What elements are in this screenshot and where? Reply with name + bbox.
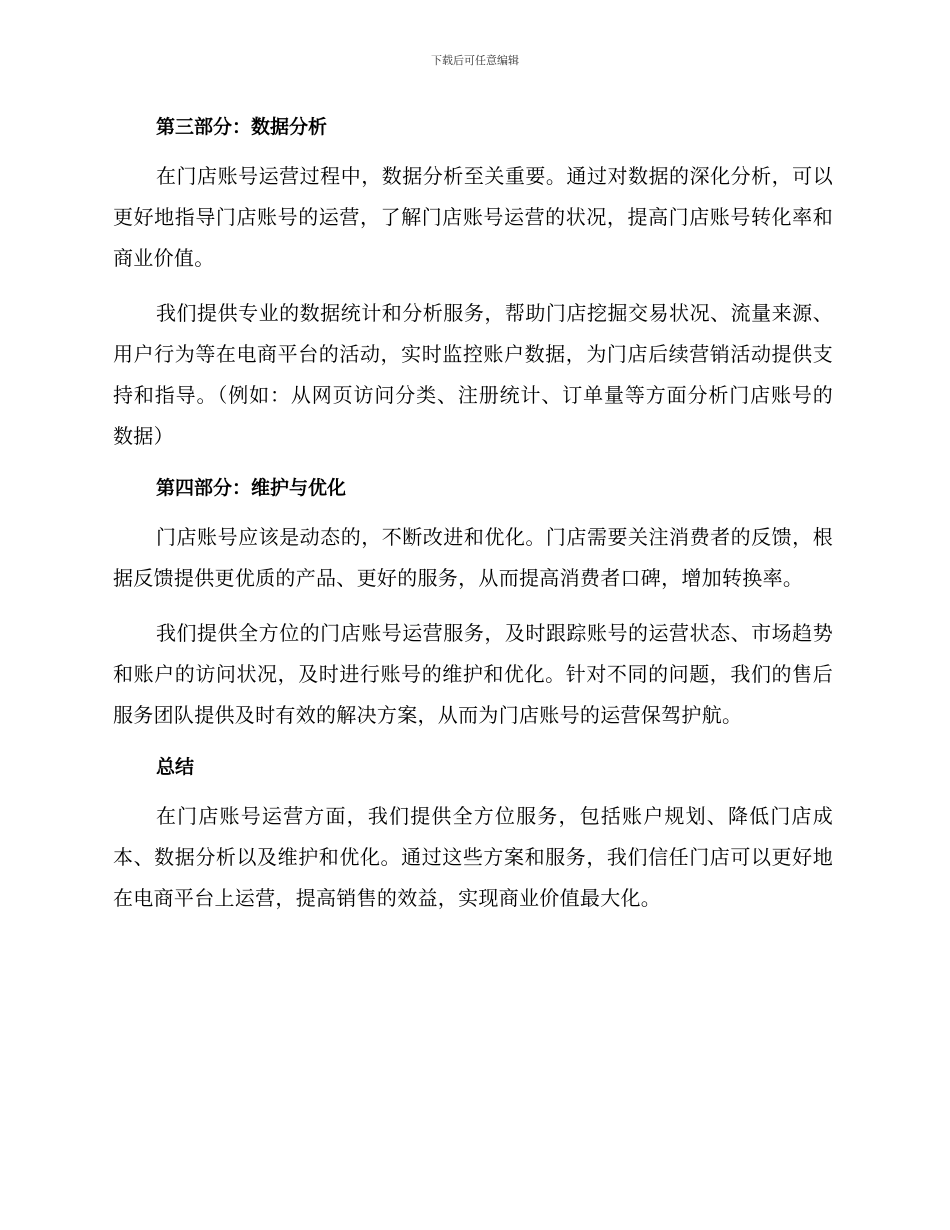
section-summary	[113, 750, 833, 919]
header-note: 下载后可任意编辑	[431, 54, 519, 67]
document-body	[113, 110, 833, 933]
section-maintenance-optimization	[113, 471, 833, 736]
paragraph: 我们提供专业的数据统计和分析服务，帮助门店挖掘交易状况、流量来源、用户行为等在电商平台的活动，实时监控账户数据，为门店后续营销活动提供支持和指导。（例如：从网页访问分类、注册统计、订单量等方面分析门店账号的数据）	[113, 301, 833, 448]
paragraph: 我们提供全方位的门店账号运营服务，及时跟踪账号的运营状态、市场趋势和账户的访问状况，及时进行账号的维护和优化。针对不同的问题，我们的售后服务团队提供及时有效的解决方案，从而为门店账号的运营保驾护航。	[113, 621, 833, 727]
paragraph: 门店账号应该是动态的，不断改进和优化。门店需要关注消费者的反馈，根据反馈提供更优质的产品、更好的服务，从而提高消费者口碑，增加转换率。	[113, 525, 833, 590]
paragraph: 在门店账号运营过程中，数据分析至关重要。通过对数据的深化分析，可以更好地指导门店账号的运营，了解门店账号运营的状况，提高门店账号转化率和商业价值。	[113, 164, 833, 270]
section-heading: 总结	[156, 756, 195, 778]
paragraph: 在门店账号运营方面，我们提供全方位服务，包括账户规划、降低门店成本、数据分析以及维护和优化。通过这些方案和服务，我们信任门店可以更好地在电商平台上运营，提高销售的效益，实现商业价值最大化。	[113, 804, 833, 910]
section-heading: 第四部分：维护与优化	[156, 477, 347, 499]
section-heading: 第三部分：数据分析	[156, 116, 328, 138]
section-data-analysis	[113, 110, 833, 457]
